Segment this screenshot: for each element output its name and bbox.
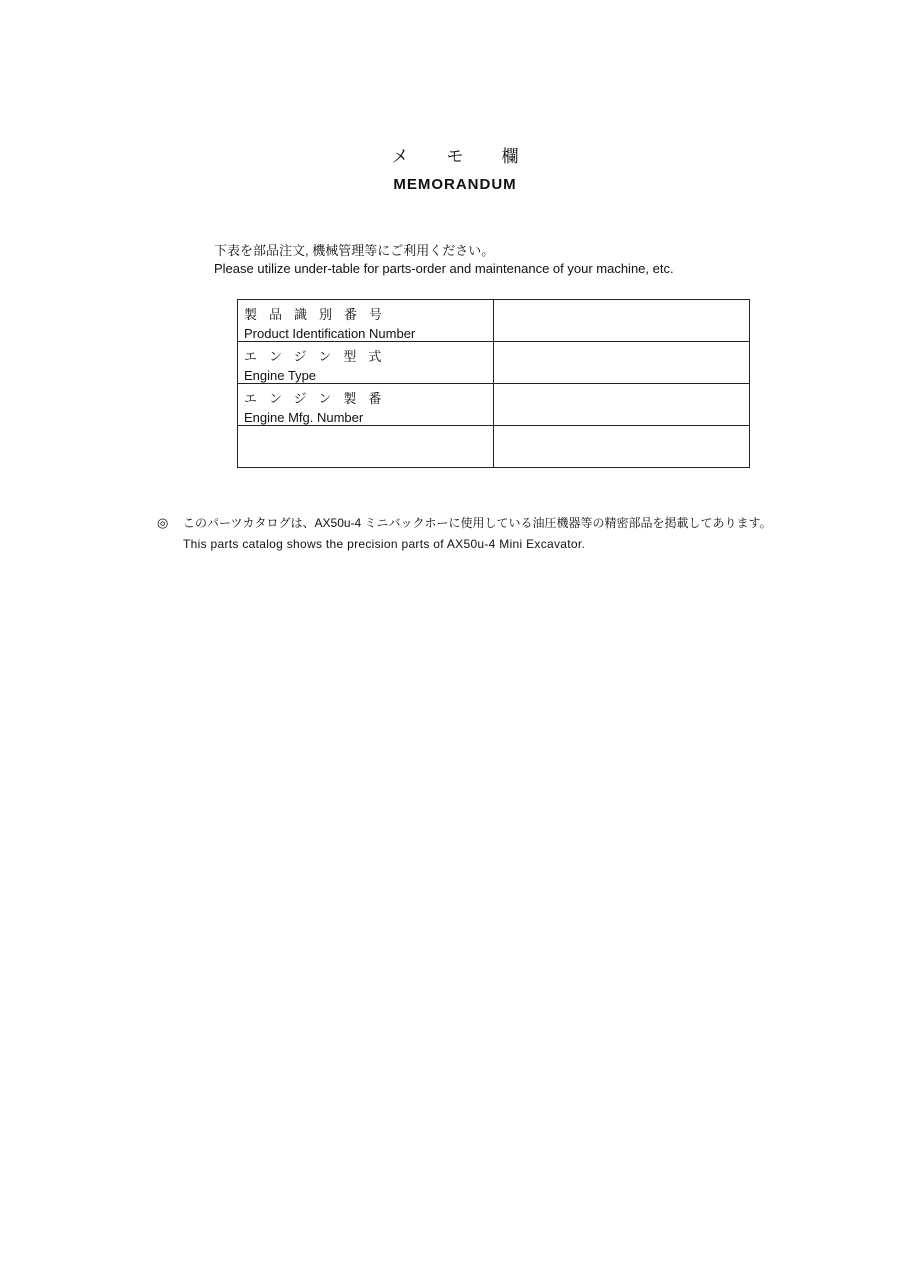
intro-text: Please utilize under-table for parts-order and maintenance of your machine, etc. — [214, 261, 674, 276]
double-circle-icon: ◎ — [157, 515, 169, 530]
row-value-field[interactable] — [494, 342, 750, 384]
label-japanese: エンジン型式 — [244, 349, 394, 364]
label-japanese: エンジン製番 — [244, 391, 394, 406]
row-label[interactable] — [238, 426, 494, 468]
page-title-japanese: メモ欄 — [391, 147, 557, 166]
note-text: This parts catalog shows the precision parts of AX50u-4 Mini Excavator. — [183, 537, 586, 551]
row-label — [238, 384, 494, 426]
label-japanese: 製品識別番号 — [244, 307, 395, 322]
table-row — [238, 342, 750, 384]
memo-table — [237, 299, 750, 468]
row-label — [238, 300, 494, 342]
note-text-japanese: このパーツカタログは、AX50u-4 ミニバックホーに使用している油圧機器等の精密部品を掲載してあります。 — [183, 516, 772, 530]
intro-text-japanese: 下表を部品注文, 機械管理等にご利用ください。 — [214, 243, 495, 258]
row-value-field[interactable] — [494, 384, 750, 426]
label-english: Engine Mfg. Number — [244, 410, 364, 425]
label-english: Product Identification Number — [244, 326, 416, 341]
table-row — [238, 384, 750, 426]
table-row — [238, 426, 750, 468]
page-title: MEMORANDUM — [393, 176, 517, 193]
row-label — [238, 342, 494, 384]
table-row — [238, 300, 750, 342]
row-value-field[interactable] — [494, 426, 750, 468]
label-english: Engine Type — [244, 368, 317, 383]
row-value-field[interactable] — [494, 300, 750, 342]
